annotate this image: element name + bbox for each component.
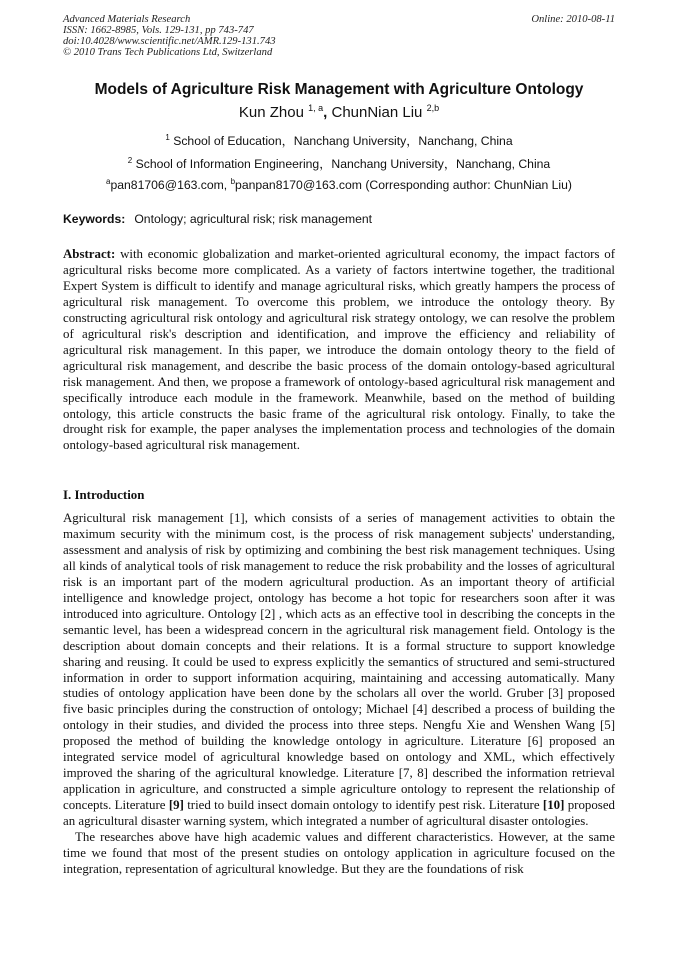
abstract xyxy=(63,247,615,454)
introduction-body xyxy=(63,511,615,878)
citation: [10] xyxy=(542,798,565,813)
paragraph-text: proposed an agricultural disaster warning system, which integrated a number of agricultural disaster ontologies. xyxy=(63,798,615,829)
author-list xyxy=(0,103,678,121)
affiliation xyxy=(0,155,678,172)
paragraph xyxy=(63,511,615,830)
doi-line: doi:10.4028/www.scientific.net/AMR.129-131.743 xyxy=(63,36,276,47)
abstract-label: Abstract: xyxy=(63,247,116,261)
paragraph-text: Agricultural risk management [1], which consists of a series of management activities to obtain the maximum security with the minimum cost, is the process of risk management subjects' understanding, assessment and analysis of risk by optimizing and combining the best risk management techniques. Using all kinds of analytical tools of risk management to reduce the risk probability and the losses of agricultural risk is an important part of the modern agricultural production. As an important theory of artificial intelligence and knowledge project, ontology has become a hot topic for researchers soon after it was introduced into agriculture. Ontology [2] , which acts as an effective tool in describing the concepts in the semantic level, has been a widespread concern in the agricultural risk management field. Ontology is the description about domain concepts and their relations. It is a formal structure to support knowledge sharing and reusing. It could be used to express explicitly the semantics of structured and semi-structured information in order to support information acquiring, maintaining and accessing automatically. Many studies of ontology application have been done by the scholars all over the world. Gruber [3] proposed five basic principles during the construction of ontology; Michael [4] described a process of building the ontology in their studies, and divided the process into three steps. Nengfu Xie and Wenshen Wang [5] proposed the method of building the knowledge ontology in agriculture. Literature [6] proposed an integrated service model of agricultural knowledge based on ontology and XML, which effectively improved the sharing of the agricultural knowledge. Literature [7, 8] described the information retrieval application in agriculture, and constructed a simple agriculture ontology to represent the relationship of concepts. Literature xyxy=(63,511,615,813)
author-separator: , xyxy=(323,104,332,121)
abstract-text: with economic globalization and market-oriented agricultural economy, the impact factors of agricultural risks become more complicated. As a variety of factors intertwine together, the traditional Expert System is difficult to identify and manage agricultural risks, which greatly hampers the process of agricultural risk management. To overcome this problem, we introduce the ontology theory. By constructing agricultural risk ontology and agricultural risk strategy ontology, we can resolve the problem of agricultural risk's description and identification, and improve the efficiency and reliability of agricultural risk management. In this paper, we introduce the domain ontology theory to the field of agricultural risk management, and describe the basic process of the domain ontology-based agricultural risk management. And then, we propose a framework of ontology-based agricultural risk management and specifically introduce each module in the framework. Meanwhile, based on the method of building ontology, this article constructs the basic frame of the agricultural risk ontology. Finally, to take the drought risk for example, the paper analyses the implementation process and technologies of the domain ontology-based agricultural risk management. xyxy=(63,247,615,453)
online-date: Online: 2010-08-11 xyxy=(531,14,615,25)
email-mark: b xyxy=(230,177,236,186)
author-name: Kun Zhou xyxy=(238,104,304,121)
paper-title: Models of Agriculture Risk Management with Agriculture Ontology xyxy=(94,81,584,98)
author-affiliation-mark: 2,b xyxy=(426,103,440,113)
author-affiliation-mark: 1, a xyxy=(308,103,324,113)
journal-header xyxy=(63,14,276,58)
issn-line: ISSN: 1662-8985, Vols. 129-131, pp 743-747 xyxy=(63,25,254,36)
affiliation-text: School of Information Engineering，Nanchang University，Nanchang, China xyxy=(132,157,551,171)
keywords xyxy=(63,212,372,226)
section-heading: I. Introduction xyxy=(63,488,145,502)
email-b: panpan8170@163.com (Corresponding author: ChunNian Liu) xyxy=(235,178,572,192)
affiliation-text: School of Education，Nanchang University，Nanchang, China xyxy=(169,134,513,148)
email-line xyxy=(0,177,678,192)
keywords-label: Keywords: xyxy=(63,212,126,226)
paragraph-text: tried to build insect domain ontology to identify pest risk. Literature xyxy=(183,798,543,813)
email-a: pan81706@163.com, xyxy=(110,178,231,192)
journal-name: Advanced Materials Research xyxy=(63,14,191,25)
citation: [9] xyxy=(168,798,184,813)
copyright-line: © 2010 Trans Tech Publications Ltd, Switzerland xyxy=(63,47,273,58)
affiliation-mark: 2 xyxy=(127,156,133,165)
affiliation xyxy=(0,132,678,149)
author-name: ChunNian Liu xyxy=(331,104,423,121)
keywords-value: Ontology; agricultural risk; risk management xyxy=(134,212,373,226)
paragraph: The researches above have high academic values and different characteristics. However, at the same time we found that most of the present studies on ontology application in agriculture focused on the integration, representation of agricultural knowledge. But they are the foundations of risk xyxy=(63,830,615,876)
affiliation-mark: 1 xyxy=(165,133,170,142)
email-mark: a xyxy=(106,177,111,186)
